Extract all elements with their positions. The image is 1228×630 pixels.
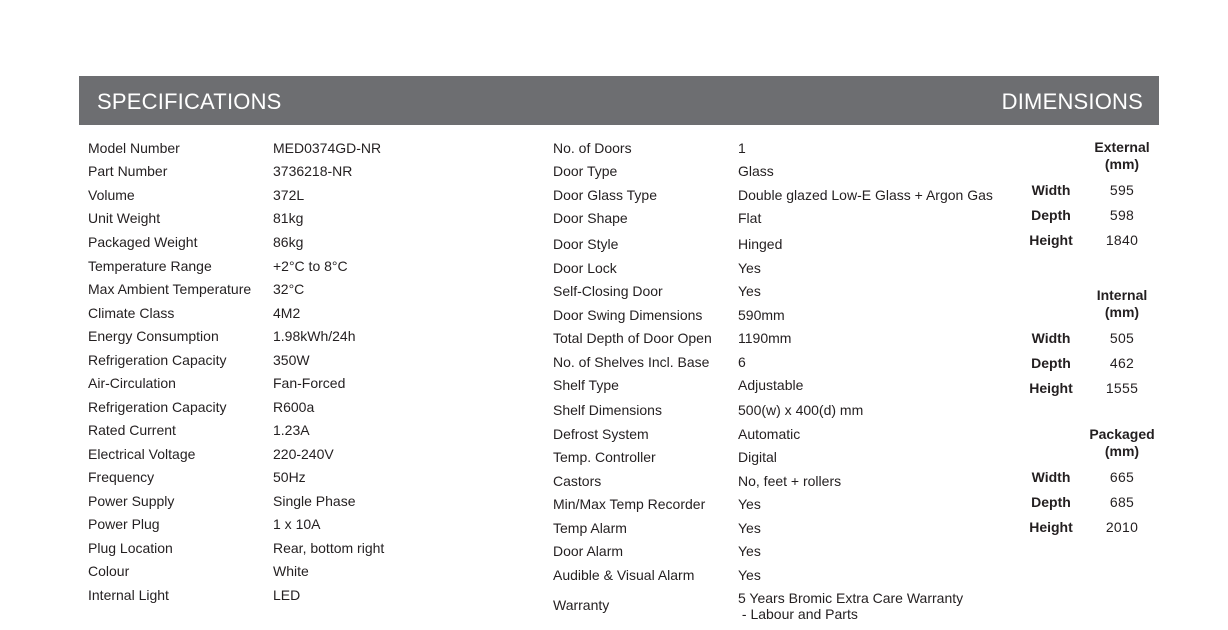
spec-label: Self-Closing Door	[553, 283, 663, 299]
spec-label: Electrical Voltage	[88, 446, 196, 462]
spec-label: Refrigeration Capacity	[88, 352, 227, 368]
spec-label: Temp. Controller	[553, 449, 656, 465]
dimension-group-title: Packaged (mm)	[1089, 426, 1155, 459]
spec-value: 32°C	[273, 281, 305, 297]
dimension-value: 1840	[1105, 232, 1139, 248]
dimension-value: 595	[1109, 182, 1135, 198]
spec-value: Automatic	[738, 426, 801, 442]
spec-label: Part Number	[88, 163, 168, 179]
spec-value: Fan-Forced	[273, 375, 346, 391]
spec-label: Warranty	[553, 597, 610, 613]
spec-label: Plug Location	[88, 540, 173, 556]
dimension-value: 685	[1109, 494, 1135, 510]
dimension-value: 1555	[1105, 380, 1139, 396]
spec-label: Min/Max Temp Recorder	[553, 496, 706, 512]
spec-label: Model Number	[88, 140, 180, 156]
spec-value: Yes	[738, 520, 761, 536]
spec-label: Door Swing Dimensions	[553, 307, 703, 323]
section-header-bar	[79, 76, 1159, 125]
spec-label: Climate Class	[88, 305, 175, 321]
spec-value: Double glazed Low-E Glass + Argon Gas	[738, 187, 993, 203]
spec-value: Rear, bottom right	[273, 540, 385, 556]
spec-value: R600a	[273, 399, 315, 415]
specifications-heading: SPECIFICATIONS	[97, 89, 282, 114]
spec-value: White	[273, 563, 309, 579]
spec-value: Yes	[738, 567, 761, 583]
spec-value: 5 Years Bromic Extra Care Warranty - Labour and Parts	[738, 590, 964, 622]
spec-label: Rated Current	[88, 422, 176, 438]
dimension-value: 505	[1109, 330, 1135, 346]
dimension-label: Width	[1031, 330, 1071, 346]
spec-label: Power Plug	[88, 516, 160, 532]
spec-label: Door Lock	[553, 260, 617, 276]
spec-label: Temp Alarm	[553, 520, 627, 536]
spec-label: Door Glass Type	[553, 187, 658, 203]
spec-label: Unit Weight	[88, 210, 161, 226]
spec-value: Yes	[738, 543, 761, 559]
dimension-value: 598	[1109, 207, 1135, 223]
spec-value: Yes	[738, 496, 761, 512]
spec-label: Max Ambient Temperature	[88, 281, 252, 297]
spec-value: 3736218-NR	[273, 163, 353, 179]
dimension-label: Height	[1029, 380, 1073, 396]
spec-label: No. of Doors	[553, 140, 632, 156]
spec-value: 500(w) x 400(d) mm	[738, 402, 864, 418]
dimension-label: Depth	[1031, 207, 1071, 223]
spec-label: Total Depth of Door Open	[553, 330, 712, 346]
spec-value: 590mm	[738, 307, 785, 323]
spec-label: Shelf Dimensions	[553, 402, 662, 418]
spec-value: LED	[273, 587, 301, 603]
dimension-value: 462	[1109, 355, 1135, 371]
spec-value: Yes	[738, 283, 761, 299]
spec-value: 1.23A	[273, 422, 310, 438]
spec-value: 6	[738, 354, 746, 370]
spec-value: 50Hz	[273, 469, 306, 485]
spec-label: Door Alarm	[553, 543, 624, 559]
spec-value: Single Phase	[273, 493, 356, 509]
spec-value: Yes	[738, 260, 761, 276]
spec-value: Hinged	[738, 236, 783, 252]
dimension-label: Height	[1029, 519, 1073, 535]
spec-value: MED0374GD-NR	[273, 140, 382, 156]
spec-label: Door Shape	[553, 210, 628, 226]
spec-value: 1190mm	[738, 330, 792, 346]
spec-label: Shelf Type	[553, 377, 619, 393]
spec-label: Packaged Weight	[88, 234, 198, 250]
spec-value: Digital	[738, 449, 777, 465]
dimension-label: Width	[1031, 182, 1071, 198]
spec-value: Adjustable	[738, 377, 804, 393]
spec-label: Audible & Visual Alarm	[553, 567, 695, 583]
dimension-label: Depth	[1031, 355, 1071, 371]
dimension-label: Height	[1029, 232, 1073, 248]
spec-value: +2°C to 8°C	[273, 258, 348, 274]
dimension-value: 665	[1109, 469, 1135, 485]
spec-label: Door Style	[553, 236, 619, 252]
dimensions-heading: DIMENSIONS	[1001, 89, 1143, 114]
spec-value: 1.98kWh/24h	[273, 328, 356, 344]
spec-value: 81kg	[273, 210, 304, 226]
spec-value: 1	[738, 140, 746, 156]
spec-label: Door Type	[553, 163, 618, 179]
dimension-value: 2010	[1105, 519, 1139, 535]
spec-label: Colour	[88, 563, 130, 579]
spec-label: Temperature Range	[88, 258, 212, 274]
spec-value: 4M2	[273, 305, 301, 321]
spec-value: 220-240V	[273, 446, 334, 462]
spec-label: Air-Circulation	[88, 375, 176, 391]
dimension-label: Width	[1031, 469, 1071, 485]
spec-label: Power Supply	[88, 493, 175, 509]
spec-value: Flat	[738, 210, 762, 226]
spec-label: Energy Consumption	[88, 328, 219, 344]
dimension-group-title: Internal (mm)	[1096, 287, 1148, 320]
spec-value: 350W	[273, 352, 310, 368]
spec-value: No, feet + rollers	[738, 473, 842, 489]
spec-value: Glass	[738, 163, 774, 179]
spec-value: 1 x 10A	[273, 516, 321, 532]
spec-value: 86kg	[273, 234, 304, 250]
spec-label: Volume	[88, 187, 135, 203]
spec-value: 372L	[273, 187, 305, 203]
spec-label: Frequency	[88, 469, 155, 485]
spec-label: No. of Shelves Incl. Base	[553, 354, 710, 370]
spec-label: Refrigeration Capacity	[88, 399, 227, 415]
dimension-label: Depth	[1031, 494, 1071, 510]
dimension-group-title: External (mm)	[1094, 139, 1150, 172]
spec-label: Internal Light	[88, 587, 169, 603]
spec-label: Castors	[553, 473, 602, 489]
spec-label: Defrost System	[553, 426, 649, 442]
